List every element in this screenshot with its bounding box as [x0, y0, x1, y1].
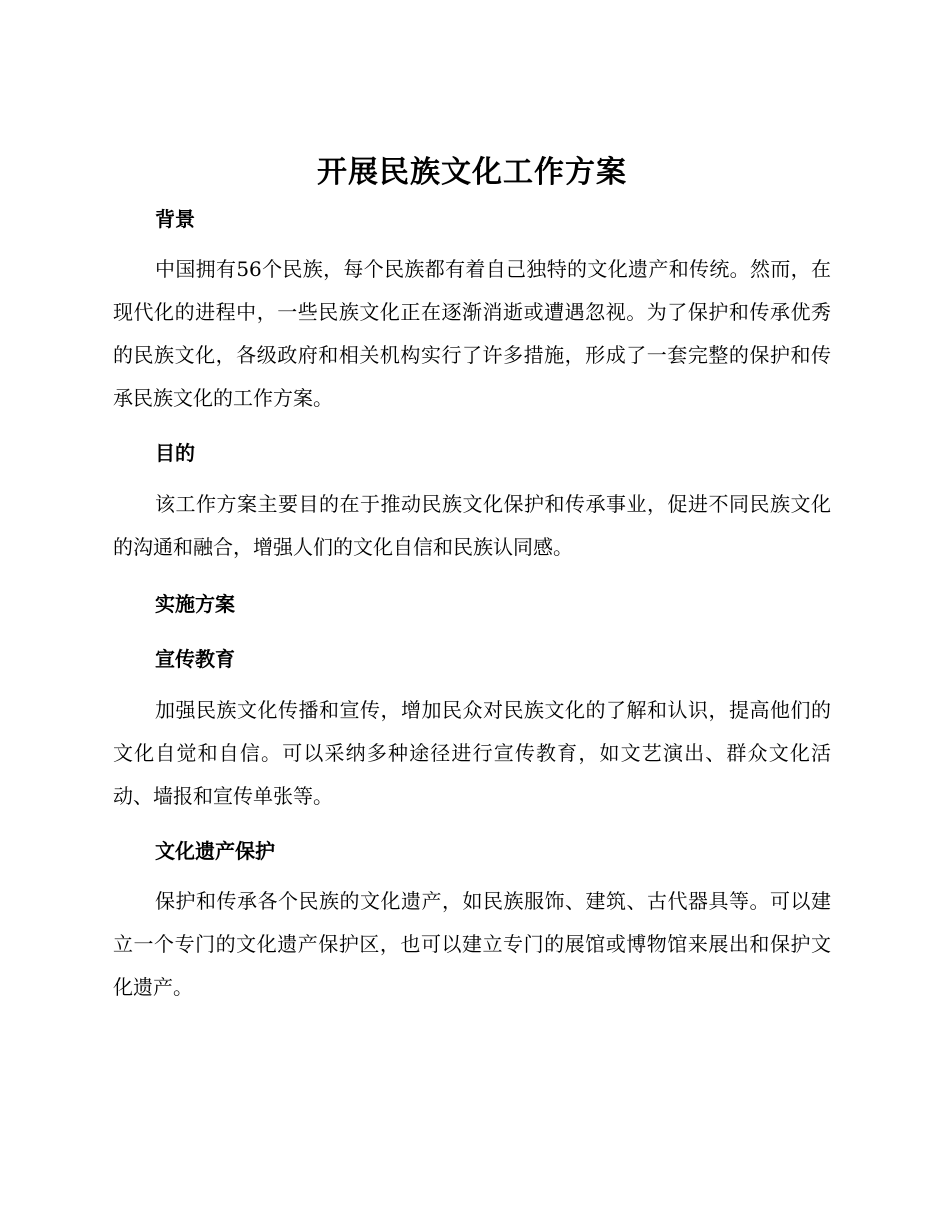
paragraph-heritage: 保护和传承各个民族的文化遗产，如民族服饰、建筑、古代器具等。可以建立一个专门的文化遗产保护区，也可以建立专门的展馆或博物馆来展出和保护文化遗产。	[113, 889, 831, 999]
paragraph-background: 中国拥有56个民族，每个民族都有着自己独特的文化遗产和传统。然而，在现代化的进程中，一些民族文化正在逐渐消逝或遭遇忽视。为了保护和传承优秀的民族文化，各级政府和相关机构实行了许多措施，形成了一套完整的保护和传承民族文化的工作方案。	[113, 257, 831, 410]
heading-purpose: 目的	[155, 441, 195, 465]
heading-implementation: 实施方案	[155, 592, 235, 616]
paragraph-purpose: 该工作方案主要目的在于推动民族文化保护和传承事业，促进不同民族文化的沟通和融合，增强人们的文化自信和民族认同感。	[113, 492, 831, 559]
document-title: 开展民族文化工作方案	[317, 155, 627, 190]
heading-publicity: 宣传教育	[155, 647, 235, 671]
heading-heritage: 文化遗产保护	[155, 839, 275, 863]
document-page	[113, 150, 831, 1009]
heading-background: 背景	[155, 207, 195, 231]
paragraph-publicity: 加强民族文化传播和宣传，增加民众对民族文化的了解和认识，提高他们的文化自觉和自信。可以采纳多种途径进行宣传教育，如文艺演出、群众文化活动、墙报和宣传单张等。	[113, 698, 831, 808]
